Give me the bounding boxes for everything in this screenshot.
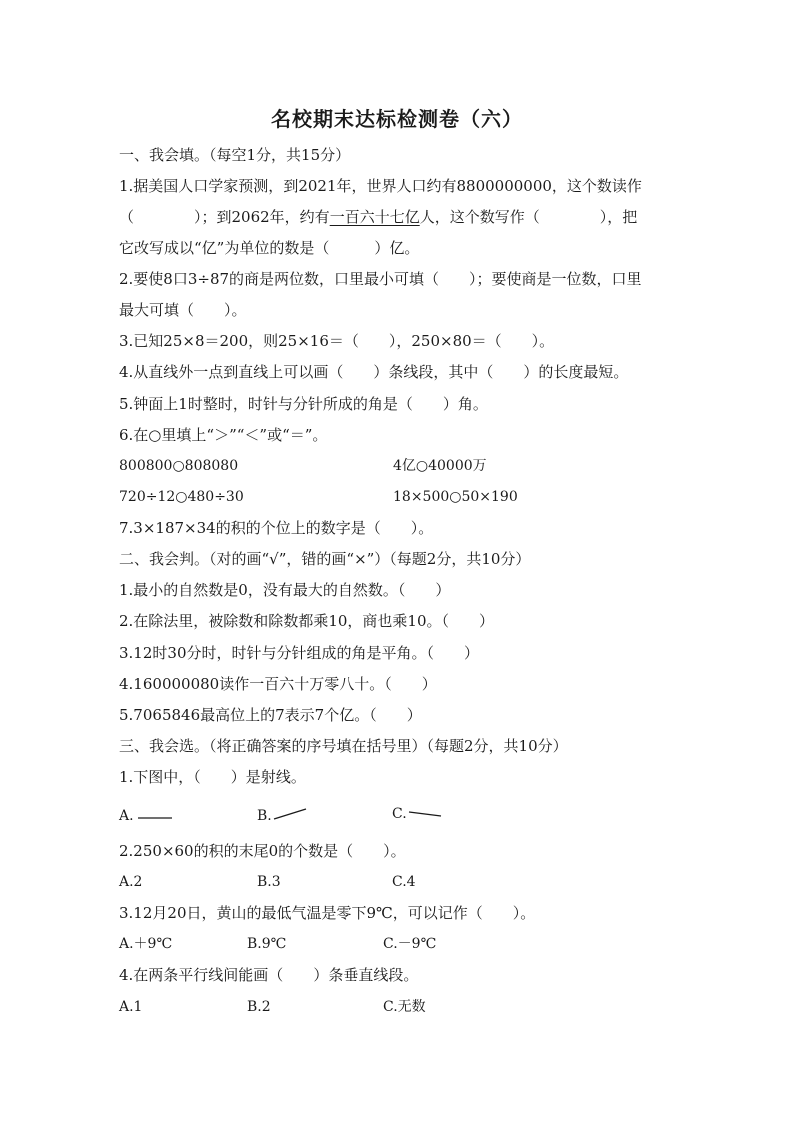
s1-q4: 4.从直线外一点到直线上可以画（ ）条线段，其中（ ）的长度最短。 <box>119 363 629 381</box>
s3-q1: 1.下图中，（ ）是射线。 <box>119 768 306 786</box>
section-1-heading: 一、我会填。（每空1分，共15分） <box>119 146 351 164</box>
s1-q2-line1: 2.要使8口3÷87的商是两位数，口里最小可填（ ）；要使商是一位数，口里 <box>119 270 642 288</box>
s1-q6-item-1: 800800○808080 <box>119 458 239 474</box>
s1-q1-underlined-number: 一百六十七亿 <box>329 208 420 226</box>
s1-q1-line2-post: 人，这个数写作（ ），把 <box>419 208 638 226</box>
s3-q4-option-a: A.1 <box>119 999 143 1015</box>
s3-q1-option-c-label: C. <box>392 806 407 822</box>
s1-q3: 3.已知25×8＝200，则25×16＝（ ），250×80＝（ ）。 <box>119 332 555 350</box>
s1-q6-item-2: 4亿○40000万 <box>393 458 487 474</box>
s1-q1-line2 <box>119 207 637 227</box>
s3-q4: 4.在两条平行线间能画（ ）条垂直线段。 <box>119 966 419 984</box>
s3-q3-option-b: B.9℃ <box>247 936 287 952</box>
s1-q2-line2: 最大可填（ ）。 <box>119 301 247 319</box>
s3-q3: 3.12月20日，黄山的最低气温是零下9℃，可以记作（ ）。 <box>119 904 536 922</box>
page-title: 名校期末达标检测卷（六） <box>271 107 523 131</box>
ray-figure-b <box>274 806 310 826</box>
section-3-heading: 三、我会选。（将正确答案的序号填在括号里）（每题2分，共10分） <box>119 737 568 755</box>
s1-q5: 5.钟面上1时整时，时针与分针所成的角是（ ）角。 <box>119 395 488 413</box>
s1-q6: 6.在○里填上“＞”“＜”或“＝”。 <box>119 426 328 444</box>
s1-q1-line1: 1.据美国人口学家预测，到2021年，世界人口约有8800000000，这个数读作 <box>119 177 642 195</box>
s1-q6-item-3: 720÷12○480÷30 <box>119 489 244 505</box>
s3-q2-option-b: B.3 <box>257 874 281 890</box>
line-figure-c <box>409 804 445 824</box>
s2-item-4: 4.160000080读作一百六十万零八十。（ ） <box>119 675 437 693</box>
s1-q1-line2-pre: （ ）；到2062年，约有 <box>119 208 330 226</box>
s1-q7: 7.3×187×34的积的个位上的数字是（ ）。 <box>119 519 434 537</box>
s2-item-3: 3.12时30分时，时针与分针组成的角是平角。（ ） <box>119 644 479 662</box>
s1-q6-item-4: 18×500○50×190 <box>393 489 518 505</box>
segment-figure-a <box>138 806 174 826</box>
section-2-heading: 二、我会判。（对的画“√”，错的画“×”）（每题2分，共10分） <box>119 550 531 568</box>
s3-q3-option-c: C.－9℃ <box>383 936 437 952</box>
s3-q4-option-b: B.2 <box>247 999 271 1015</box>
s3-q4-option-c: C.无数 <box>383 999 426 1015</box>
s3-q1-option-b-label: B. <box>257 808 272 824</box>
s2-item-5: 5.7065846最高位上的7表示7个亿。（ ） <box>119 706 422 724</box>
s1-q1-line3: 它改写成以“亿”为单位的数是（ ）亿。 <box>119 239 420 257</box>
s3-q2: 2.250×60的积的末尾0的个数是（ ）。 <box>119 842 406 860</box>
s3-q2-option-c: C.4 <box>392 874 416 890</box>
s2-item-2: 2.在除法里，被除数和除数都乘10，商也乘10。（ ） <box>119 612 494 630</box>
s3-q1-option-a-label: A. <box>119 808 134 824</box>
s3-q2-option-a: A.2 <box>119 874 143 890</box>
s2-item-1: 1.最小的自然数是0，没有最大的自然数。（ ） <box>119 581 451 599</box>
s3-q3-option-a: A.＋9℃ <box>119 936 173 952</box>
